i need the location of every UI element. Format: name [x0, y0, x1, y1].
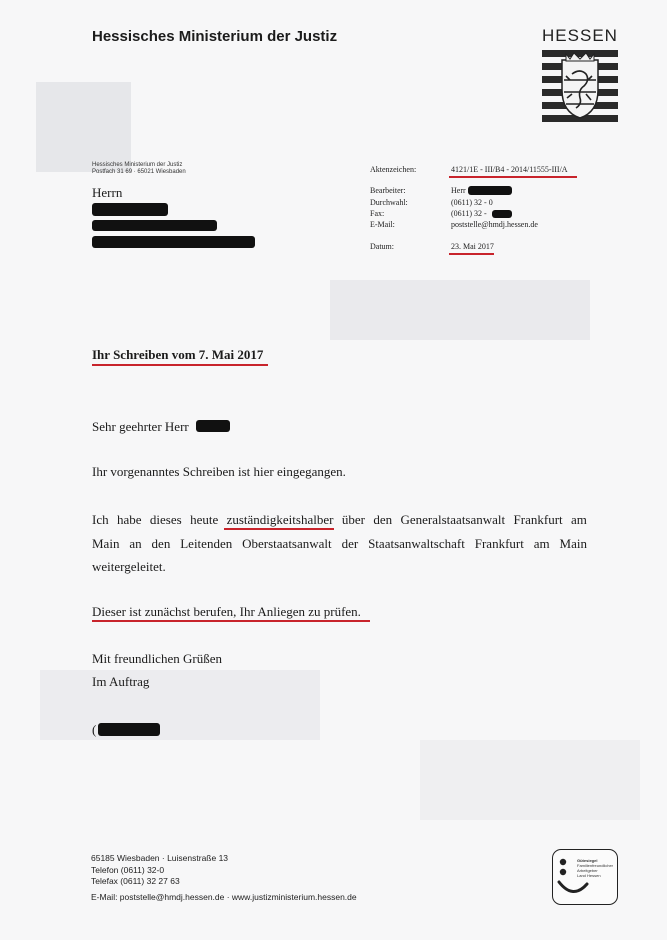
guetesiegel-family-friendly-employer-icon: [552, 849, 618, 905]
paragraph-competence: Dieser ist zunächst berufen, Ihr Anliegen zu prüfen.: [92, 604, 361, 619]
redacted-addressee-name: [196, 420, 230, 432]
aktenzeichen-value: 4121/1E - III/B4 - 2014/11555-III/A: [451, 165, 568, 174]
footer-address: 65185 Wiesbaden · Luisenstraße 13: [91, 853, 229, 863]
paragraph-received: Ihr vorgenanntes Schreiben ist hier eingegangen.: [92, 464, 346, 479]
subject-underline: [92, 364, 268, 366]
paragraph-forwarded-line-2: [92, 536, 587, 552]
word: an: [129, 536, 142, 551]
closing-formula: Mit freundlichen Grüßen: [92, 651, 222, 666]
footer-telefax: Telefax (0611) 32 27 63: [91, 876, 180, 886]
footer-email-web: E-Mail: poststelle@hmdj.hessen.de · www.justizministerium.hessen.de: [91, 892, 357, 902]
redacted-signatory-name: [98, 723, 160, 736]
reverse-show-through: [420, 740, 640, 820]
word: heute: [190, 512, 219, 527]
email-value: poststelle@hmdj.hessen.de: [451, 220, 538, 229]
word: am: [571, 512, 587, 527]
paragraph-forwarded-line-1: [92, 512, 587, 528]
word: der: [341, 536, 359, 551]
footer-telefon: Telefon (0611) 32-0: [91, 865, 165, 875]
aktenzeichen-underline: [449, 176, 577, 178]
greeting: [92, 419, 189, 435]
seal-text-line: Land Hessen: [577, 873, 601, 878]
seal-text-line: Familienfreundlicher: [577, 863, 614, 868]
word: Main: [92, 536, 120, 551]
zustaendigkeitshalber-underline: [224, 528, 334, 530]
reverse-show-through: [40, 670, 320, 740]
redacted-recipient-name: [92, 203, 168, 216]
email-label: E-Mail:: [370, 220, 395, 229]
greeting-text: Sehr geehrter Herr: [92, 419, 189, 434]
word: über: [341, 512, 365, 527]
signature-paren: (: [92, 722, 97, 737]
datum-value: 23. Mai 2017: [451, 242, 494, 251]
word: den: [373, 512, 393, 527]
sender-line-1: Hessisches Ministerium der Justiz: [92, 162, 183, 168]
fax-label: Fax:: [370, 209, 385, 218]
highlighted-word: zuständigkeitshalber: [226, 512, 334, 527]
subject-line: Ihr Schreiben vom 7. Mai 2017: [92, 347, 264, 362]
seal-text: [577, 858, 613, 878]
redacted-recipient-city: [92, 236, 255, 248]
paragraph-forwarded-line-3: weitergeleitet.: [92, 559, 166, 574]
word: Main: [559, 536, 587, 551]
redacted-fax-extension: [492, 210, 512, 218]
word: Frankfurt: [474, 536, 524, 551]
seal-text-line: Gütesiegel: [577, 858, 598, 863]
sender-line-2: Postfach 31 69 · 65021 Wiesbaden: [92, 169, 186, 175]
word: Frankfurt: [513, 512, 563, 527]
aktenzeichen-label: Aktenzeichen:: [370, 165, 417, 174]
recipient-salutation: Herrn: [92, 185, 123, 200]
word: Generalstaatsanwalt: [400, 512, 506, 527]
word: dieses: [149, 512, 182, 527]
word: Leitenden: [180, 536, 233, 551]
fax-value: (0611) 32 -: [451, 209, 487, 218]
datum-underline: [449, 253, 494, 255]
word: am: [533, 536, 550, 551]
word: Oberstaatsanwalt: [242, 536, 332, 551]
word: habe: [116, 512, 142, 527]
hessen-lion-coat-of-arms-icon: [542, 50, 618, 124]
word: Staatsanwaltschaft: [368, 536, 465, 551]
ministry-title: Hessisches Ministerium der Justiz: [92, 28, 338, 45]
durchwahl-value: (0611) 32 - 0: [451, 198, 493, 207]
im-auftrag: Im Auftrag: [92, 674, 150, 689]
bearbeiter-label: Bearbeiter:: [370, 186, 406, 195]
seal-text-line: Arbeitgeber: [577, 868, 598, 873]
redacted-bearbeiter-name: [468, 186, 512, 195]
bearbeiter-value: Herr: [451, 186, 466, 195]
reverse-show-through: [330, 280, 590, 340]
reverse-show-through: [36, 82, 131, 172]
redacted-recipient-street: [92, 220, 217, 231]
state-wordmark: HESSEN: [542, 26, 618, 45]
word: Ich: [92, 512, 109, 527]
competence-underline: [92, 620, 370, 622]
word: den: [151, 536, 171, 551]
durchwahl-label: Durchwahl:: [370, 198, 408, 207]
datum-label: Datum:: [370, 242, 394, 251]
